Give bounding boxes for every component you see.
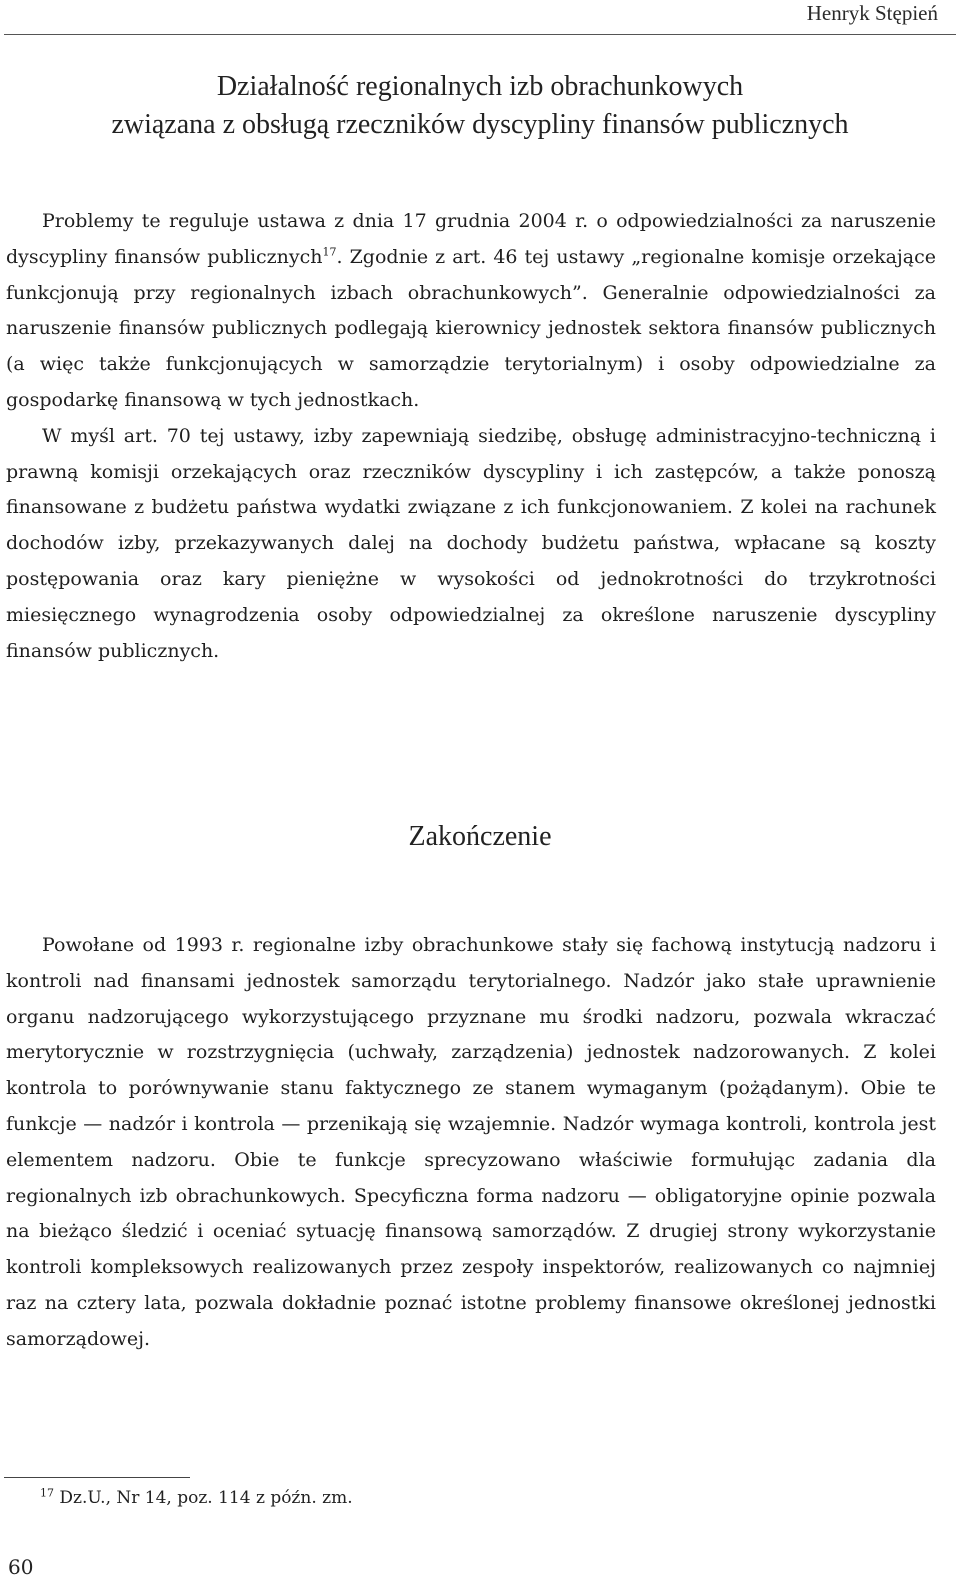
paragraph-art-70: W myśl art. 70 tej ustawy, izby zapewniają siedzibę, obsługę administracyjno-techniczną i prawną komisji orzekających oraz rzeczników dyscypliny i ich zastępców, a także ponoszą finansowane z budżetu państwa wydatki związane z ich funkcjonowaniem. Z kolei na rachunek dochodów izby, przekazywanych dalej na dochody budżetu państwa, wpłacane są koszty postępowania oraz kary pieniężne w wysokości od jednokrotności do trzykrotności miesięcznego wynagrodzenia osoby odpowiedzialnej za określone naruszenie dyscypliny finansów publicznych. — [6, 424, 936, 662]
paragraph-ustawa-text-a: Problemy te reguluje ustawa z dnia 17 grudnia 2004 r. o odpowiedzialności za naruszenie dyscypliny finansów publicznych — [6, 210, 936, 268]
section-body-izby — [6, 204, 936, 669]
footnote-text: Dz.U., Nr 14, poz. 114 z późn. zm. — [59, 1488, 353, 1508]
footnote — [40, 1484, 353, 1512]
footnote-rule — [4, 1477, 190, 1478]
paragraph-ustawa — [6, 204, 936, 419]
footnote-reference[interactable]: 17 — [322, 245, 337, 259]
paragraph-zakonczenie: Powołane od 1993 r. regionalne izby obrachunkowe stały się fachową instytucją nadzoru i kontroli nad finansami jednostek samorządu terytorialnego. Nadzór jako stałe uprawnienie organu nadzorującego wykorzystującego przyznane mu środki nadzoru, pozwala wkraczać merytorycznie w rozstrzygnięcia (uchwały, zarządzenia) jednostek nadzorowanych. Z kolei kontrola to porównywanie stanu faktycznego ze stanem wymaganym (pożądanym). Obie te funkcje — nadzór i kontrola — przenikają się wzajemnie. Nadzór wymaga kontroli, kontrola jest elementem nadzoru. Obie te funkcje sprecyzowano właściwie formułując zadania dla regionalnych izb obrachunkowych. Specyficzna forma nadzoru — obligatoryjne opinie pozwala na bieżąco śledzić i oceniać sytuację finansową samorządów. Z drugiej strony wykorzystanie kontroli kompleksowych realizowanych przez zespoły inspektorów, realizowanych co najmniej raz na cztery lata, pozwala dokładnie poznać istotne problemy finansowe określonej jednostki samorządowej. — [6, 934, 936, 1350]
running-header-author: Henryk Stępień — [806, 1, 938, 25]
section-body-zakonczenie — [6, 928, 936, 1358]
page-number: 60 — [8, 1555, 34, 1579]
section-title-line-1: Działalność regionalnych izb obrachunkowych — [216, 71, 744, 102]
header-rule — [4, 34, 956, 35]
section-title-izby — [0, 68, 960, 144]
section-title-line-2: związana z obsługą rzeczników dyscypliny finansów publicznych — [111, 109, 849, 140]
paragraph-ustawa-text-b: . Zgodnie z art. 46 tej ustawy „regionalne komisje orzekające funkcjonują przy regionalnych izbach obrachunkowych”. Generalnie odpowiedzialności za naruszenie finansów publicznych podlegają kierownicy jednostek sektora finansów publicznych (a więc także funkcjonujących w samorządzie terytorialnym) i osoby odpowiedzialne za gospodarkę finansową w tych jednostkach. — [6, 245, 937, 411]
section-title-zakonczenie: Zakończenie — [408, 821, 552, 852]
footnote-number: 17 — [40, 1486, 54, 1500]
